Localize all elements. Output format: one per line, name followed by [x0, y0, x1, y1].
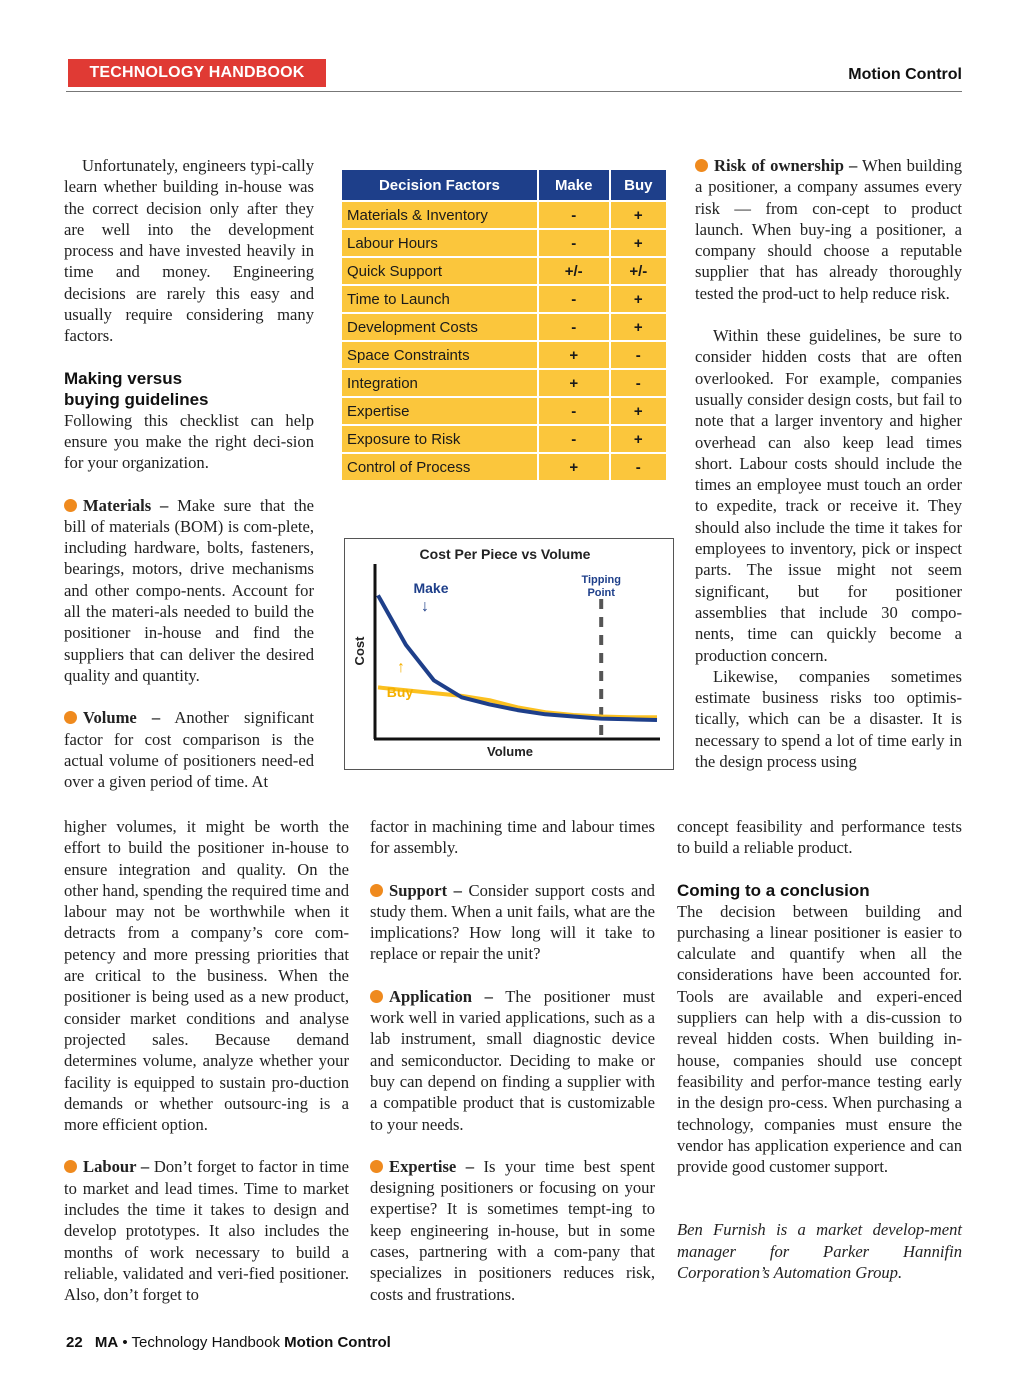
hidden-costs-paragraph: Within these guidelines, be sure to consider hidden costs that are often overlooked. For example, companies usually consider design costs, but fail to note that a larger inventory and higher overhead can also keep lead times short. Labour costs should include the times an employee must touch an order to expedite, track or receive it. They should also include the time it takes for employees to inventory, pick or inspect parts. The issue might not seem significant, but for positioner assemblies that include 30 compo-nents, time can quickly become a production concern.: [695, 326, 962, 665]
likewise-continuation: concept feasibility and performance tests to build a reliable product.: [677, 817, 962, 858]
factor-cell: Integration: [341, 369, 538, 397]
support-body: Consider support costs and study them. When a unit fails, what are the implications? How long will it take to replace or repair the unit?: [370, 880, 655, 964]
table-row: [341, 229, 667, 257]
bullet-dot-icon: [370, 990, 383, 1003]
series-line-buy: [378, 687, 657, 717]
author-byline: Ben Furnish is a market develop-ment manager for Parker Hannifin Corporation’s Automation Group.: [677, 1220, 962, 1283]
factor-cell: Space Constraints: [341, 341, 538, 369]
volume-body-a: Another significant factor for cost comparison is the actual volume of positioners need-ed over a given period of time. At: [64, 708, 314, 792]
buy-cell: +/-: [610, 257, 667, 285]
make-cell: -: [538, 285, 610, 313]
page-footer: [66, 1334, 391, 1351]
page-number: 22: [66, 1334, 83, 1351]
footer-section: Motion Control: [284, 1334, 391, 1351]
arrow-down-icon: ↓: [421, 598, 429, 615]
factor-cell: Expertise: [341, 397, 538, 425]
labour-head: Labour –: [83, 1157, 150, 1177]
risk-body: When building a positioner, a company assumes every risk — from con-cept to product launch. When buy-ing a positioner, a company should choose a reputable supplier that has already thoroughly tested the prod-uct to help reduce risk.: [695, 156, 962, 303]
arrow-up-icon: ↑: [397, 659, 405, 676]
factor-cell: Control of Process: [341, 453, 538, 481]
labour-body: Don’t forget to factor in time to market and lead times. Time to market includes the time it takes to design and develop prototypes. It also includes the months of work necessary to build a reliable, validated and veri-fied positioner. Also, don’t forget to: [64, 1157, 349, 1305]
tipping-point-label-2: Point: [587, 587, 615, 599]
chart-canvas: [345, 539, 673, 769]
volume-head: Volume –: [83, 708, 161, 728]
header-divider: [66, 91, 962, 92]
make-cell: -: [538, 201, 610, 229]
application-paragraph: [370, 986, 655, 1135]
chart-y-axis-label: Cost: [352, 636, 367, 666]
table-header-cell: Make: [538, 169, 610, 201]
table-row: [341, 453, 667, 481]
materials-paragraph: [64, 495, 314, 687]
table-row: [341, 313, 667, 341]
factor-cell: Exposure to Risk: [341, 425, 538, 453]
series-label-buy: Buy: [386, 684, 414, 700]
table-row: [341, 257, 667, 285]
factor-cell: Labour Hours: [341, 229, 538, 257]
make-cell: -: [538, 229, 610, 257]
make-cell: -: [538, 397, 610, 425]
make-cell: +: [538, 341, 610, 369]
tipping-point-label-1: Tipping: [581, 574, 621, 586]
column-1-bottom: [64, 816, 349, 1306]
subhead-coming-to-conclusion: Coming to a conclusion: [677, 880, 870, 900]
intro-paragraph: Unfortunately, engineers typi-cally learn whether building in-house was the correct decision only after they are well into the development process and have invested heavily in time and money. Engineering decisions are rarely this easy and usually require considering many factors.: [64, 156, 314, 346]
column-3-top: [695, 155, 962, 772]
expertise-head: Expertise –: [389, 1156, 475, 1176]
table-row: [341, 341, 667, 369]
make-cell: +/-: [538, 257, 610, 285]
buy-cell: -: [610, 453, 667, 481]
make-cell: -: [538, 313, 610, 341]
footer-publication: MA: [94, 1334, 119, 1351]
column-2-continuation: factor in machining time and labour times for assembly.: [370, 817, 655, 858]
buy-cell: +: [610, 201, 667, 229]
footer-bullet: •: [122, 1334, 128, 1351]
factor-cell: Time to Launch: [341, 285, 538, 313]
bullet-dot-icon: [64, 711, 77, 724]
conclusion-paragraph: The decision between building and purchasing a linear positioner is easier to calculate and quantify when all the considerations have been accounted for. Tools are available and experi-enced suppliers can help with a dis-cussion to reveal hidden costs. When building in-house, companies should use concept feasibility and perfor-mance testing early in the design pro-cess. When purchasing a technology, companies must ensure the vendor has application experience and can provide good customer support.: [677, 901, 962, 1177]
table-row: [341, 369, 667, 397]
bullet-dot-icon: [64, 499, 77, 512]
buy-cell: +: [610, 397, 667, 425]
series-line-make: [378, 595, 657, 720]
application-head: Application –: [389, 986, 493, 1006]
cost-volume-chart: [344, 538, 674, 770]
application-body: The positioner must work well in varied applications, such as a lab instrument, small diagnostic device and semiconductor. Deciding to make or buy can depend on finding a supplier with a compatible product that is customizable to your needs.: [370, 986, 655, 1134]
bullet-dot-icon: [370, 1160, 383, 1173]
volume-paragraph-b: higher volumes, it might be worth the effort to build the positioner in-house to ensure integration and quality. On the other hand, spending the required time and labour may not be worthwhile when it detracts from a company’s core com-petency and more pressing priorities that are critical to the business. When the positioner is being used as a new product, consider market conditions and analyse projected sales. Because demand determines volume, analyze whether your facility is equipped to sustain pro-duction demands or whether outsourc-ing is a more efficient option.: [64, 817, 349, 1135]
make-cell: +: [538, 453, 610, 481]
buy-cell: -: [610, 369, 667, 397]
materials-body: Make sure that the bill of materials (BOM) is com-plete, including hardware, bolts, fasteners, bearings, motors, drive mechanisms and other compo-nents. Account for all the materi-als needed to build the positioner in-house and find the suppliers that can deliver the desired quality and quantity.: [64, 495, 314, 685]
column-3-bottom: [677, 816, 962, 1283]
make-cell: +: [538, 369, 610, 397]
factor-cell: Development Costs: [341, 313, 538, 341]
risk-head: Risk of ownership –: [714, 156, 858, 175]
decision-factors-table: [340, 168, 668, 482]
subhead-line-1: Making versus: [64, 368, 183, 388]
expertise-paragraph: [370, 1156, 655, 1305]
support-head: Support –: [389, 880, 462, 900]
table-row: [341, 425, 667, 453]
factor-cell: Quick Support: [341, 257, 538, 285]
buy-cell: -: [610, 341, 667, 369]
buy-cell: +: [610, 229, 667, 257]
buy-cell: +: [610, 285, 667, 313]
bullet-dot-icon: [64, 1160, 77, 1173]
bullet-dot-icon: [370, 884, 383, 897]
subhead-making-vs-buying: [64, 368, 314, 410]
section-badge: TECHNOLOGY HANDBOOK: [68, 59, 326, 87]
table-row: [341, 285, 667, 313]
support-paragraph: [370, 880, 655, 965]
table-header-cell: Decision Factors: [341, 169, 538, 201]
column-1-top: [64, 155, 314, 792]
table-header-row: [341, 169, 667, 201]
risk-paragraph: [695, 155, 962, 304]
materials-head: Materials –: [83, 495, 169, 515]
column-2: [370, 816, 655, 1305]
series-label-make: Make: [413, 580, 449, 596]
section-title: Motion Control: [848, 66, 962, 83]
bullet-dot-icon: [695, 159, 708, 172]
factor-cell: Materials & Inventory: [341, 201, 538, 229]
likewise-paragraph: Likewise, companies sometimes estimate business risks too optimis-tically, which can be a disaster. It is necessary to spend a lot of time early in the design process using: [695, 666, 962, 772]
table-header-cell: Buy: [610, 169, 667, 201]
make-cell: -: [538, 425, 610, 453]
footer-label: Technology Handbook: [131, 1334, 280, 1351]
table-row: [341, 201, 667, 229]
buy-cell: +: [610, 425, 667, 453]
volume-paragraph-a: [64, 707, 314, 792]
chart-x-axis-label: Volume: [487, 744, 533, 759]
labour-paragraph: [64, 1156, 349, 1305]
table-row: [341, 397, 667, 425]
chart-title: Cost Per Piece vs Volume: [419, 546, 591, 562]
checklist-paragraph: Following this checklist can help ensure you make the right deci-sion for your organization.: [64, 410, 314, 473]
subhead-line-2: buying guidelines: [64, 389, 209, 409]
expertise-body: Is your time best spent designing positioners or focusing on your expertise? It is sometimes tempt-ing to keep engineering in-house, but in some cases, partnering with a com-pany that specializes in positioners reduces risk, costs and frustrations.: [370, 1156, 655, 1304]
buy-cell: +: [610, 313, 667, 341]
